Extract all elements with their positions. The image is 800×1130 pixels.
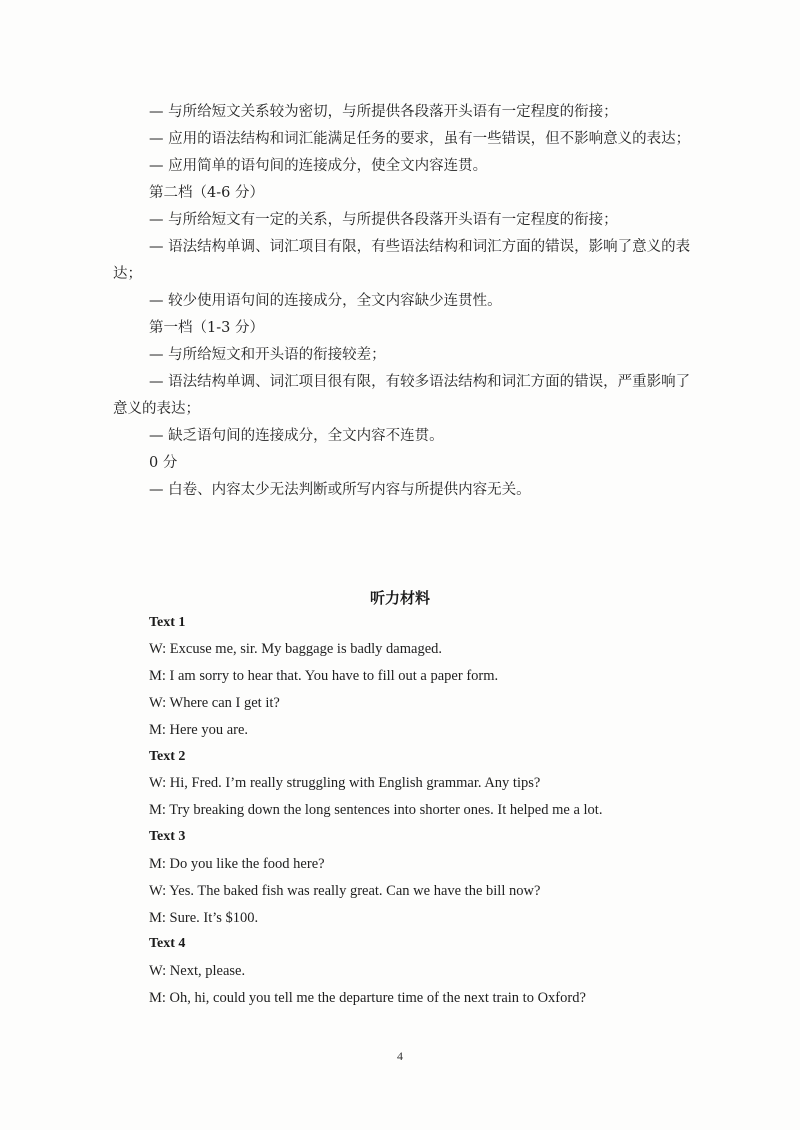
rubric-grade-heading: 第一档（1-3 分） (149, 320, 264, 336)
dialog-line: M: Here you are. (149, 722, 249, 738)
rubric-line: — 语法结构单调、词汇项目有限，有些语法结构和词汇方面的错误，影响了意义的表 (149, 239, 691, 255)
rubric-line: — 与所给短文和开头语的衔接较差； (149, 347, 386, 363)
dialog-line: M: I am sorry to hear that. You have to fill out a paper form. (149, 668, 499, 684)
dialog-line: W: Yes. The baked fish was really great. Can we have the bill now? (149, 883, 541, 899)
dialog-line: M: Try breaking down the long sentences into shorter ones. It helped me a lot. (149, 802, 603, 818)
page-number: 4 (397, 1049, 403, 1063)
dialog-line: W: Where can I get it? (149, 695, 280, 711)
rubric-line: — 较少使用语句间的连接成分，全文内容缺少连贯性。 (149, 293, 502, 309)
rubric-line: — 与所给短文关系较为密切，与所提供各段落开头语有一定程度的衔接； (149, 104, 618, 120)
rubric-grade-heading: 0 分 (149, 455, 178, 471)
rubric-line: — 白卷、内容太少无法判断或所写内容与所提供内容无关。 (149, 482, 531, 498)
text-heading: Text 3 (149, 829, 186, 844)
section-title: 听力材料 (369, 590, 430, 607)
text-heading: Text 4 (149, 936, 186, 951)
rubric-line-continuation: 意义的表达； (113, 401, 200, 417)
rubric-grade-heading: 第二档（4-6 分） (149, 185, 264, 201)
dialog-line: W: Excuse me, sir. My baggage is badly damaged. (149, 641, 443, 657)
rubric-line: — 语法结构单调、词汇项目很有限，有较多语法结构和词汇方面的错误，严重影响了 (149, 374, 691, 390)
rubric-line: — 与所给短文有一定的关系，与所提供各段落开头语有一定程度的衔接； (149, 212, 618, 228)
dialog-line: M: Do you like the food here? (149, 856, 325, 872)
text-heading: Text 2 (149, 749, 186, 764)
text-heading: Text 1 (149, 615, 186, 630)
rubric-line: — 应用简单的语句间的连接成分，使全文内容连贯。 (149, 158, 488, 174)
rubric-line: — 缺乏语句间的连接成分，全文内容不连贯。 (149, 428, 444, 444)
dialog-line: W: Next, please. (149, 963, 246, 979)
dialog-line: M: Sure. It’s $100. (149, 910, 259, 926)
rubric-line-continuation: 达； (113, 266, 142, 282)
dialog-line: M: Oh, hi, could you tell me the departure time of the next train to Oxford? (149, 990, 586, 1006)
rubric-line: — 应用的语法结构和词汇能满足任务的要求，虽有一些错误，但不影响意义的表达； (149, 131, 691, 147)
dialog-line: W: Hi, Fred. I’m really struggling with English grammar. Any tips? (149, 775, 541, 791)
